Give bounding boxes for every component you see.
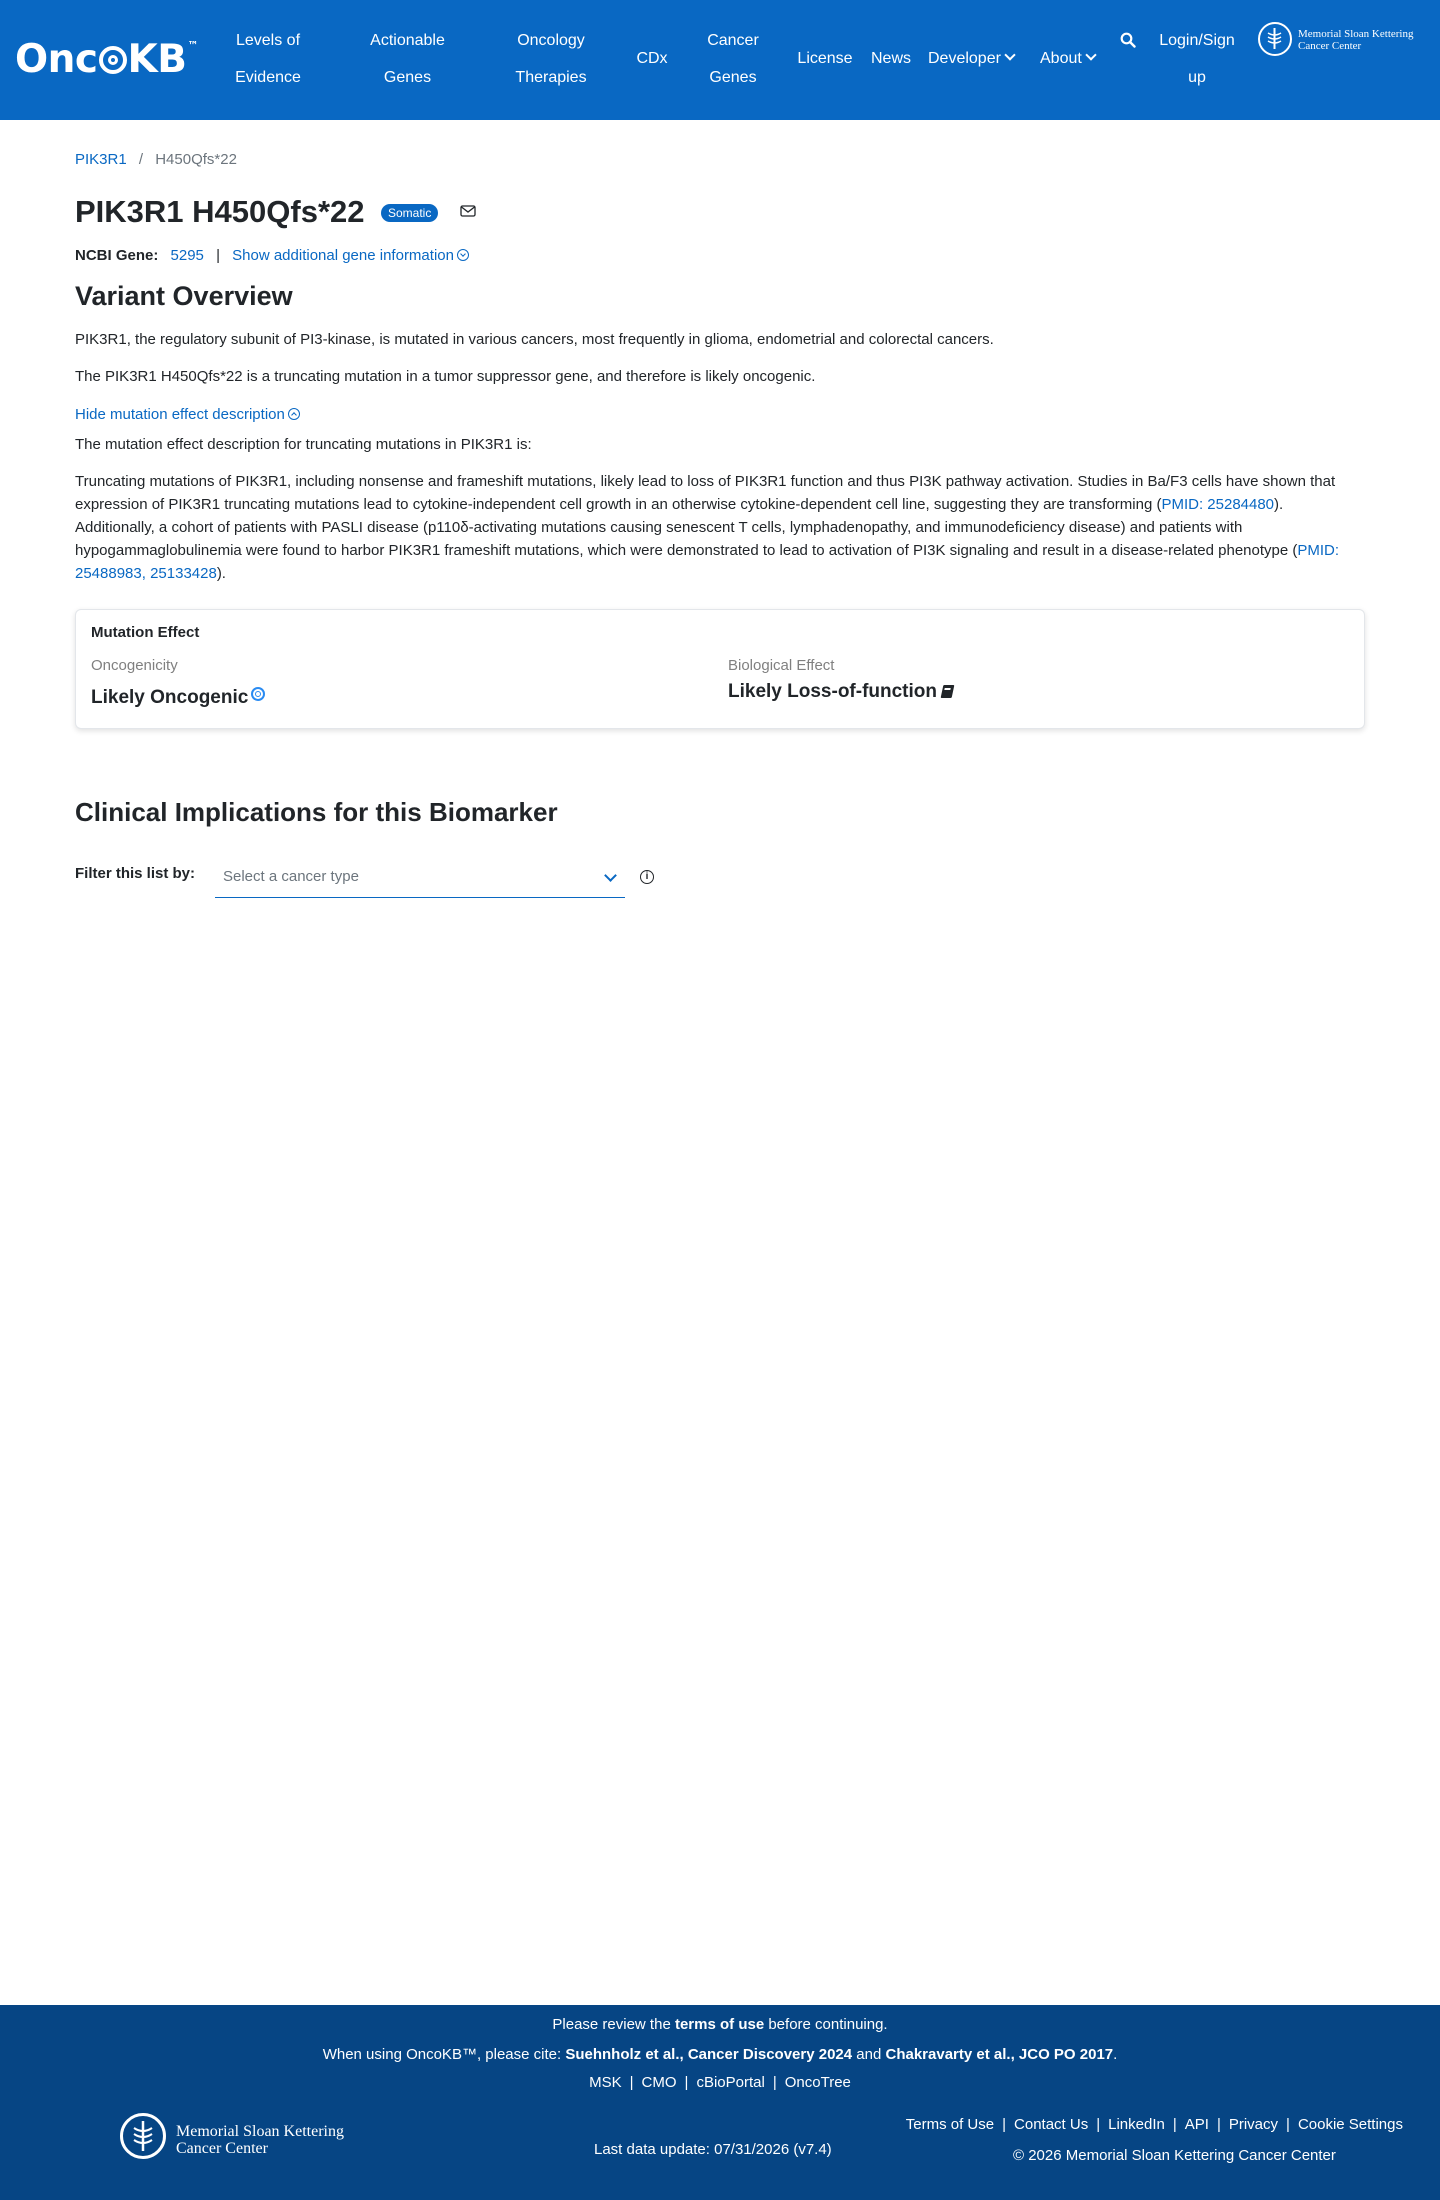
nav-actionable-genes[interactable]: Actionable Genes xyxy=(370,32,445,86)
info-icon[interactable]: i xyxy=(640,870,654,884)
nav-oncology-therapies[interactable]: Oncology Therapies xyxy=(515,32,587,86)
oncogenicity-value: Likely Oncogenic xyxy=(91,687,265,709)
nav-levels-of-evidence[interactable]: Levels of Evidence xyxy=(235,32,301,86)
nav-license[interactable]: License xyxy=(797,50,853,67)
nav-developer[interactable]: Developer xyxy=(928,40,1014,77)
breadcrumb-current: H450Qfs*22 xyxy=(155,151,237,168)
filter-label: Filter this list by: xyxy=(75,865,196,882)
chevron-circle-down-icon xyxy=(457,249,469,261)
msk-emblem-icon xyxy=(1258,22,1292,56)
footer-link-msk[interactable]: MSK xyxy=(589,2074,622,2091)
search-icon[interactable] xyxy=(1120,32,1136,48)
biological-effect-value: Likely Loss-of-function xyxy=(728,681,953,703)
ncbi-gene-label: NCBI Gene: xyxy=(75,247,159,264)
likely-oncogenic-icon xyxy=(251,687,265,701)
footer-link-terms[interactable]: Terms of Use xyxy=(905,2116,995,2133)
footer-link-linkedin[interactable]: LinkedIn xyxy=(1108,2116,1165,2133)
envelope-icon[interactable] xyxy=(460,205,476,217)
variant-overview-heading: Variant Overview xyxy=(75,281,293,311)
top-navbar xyxy=(0,0,1440,120)
nav-about[interactable]: About xyxy=(1040,40,1095,77)
citation-link[interactable]: Chakravarty et al., JCO PO 2017 xyxy=(885,2046,1114,2063)
mutation-effect-intro: The mutation effect description for truncating mutations in PIK3R1 is: xyxy=(75,436,532,453)
msk-logo[interactable]: Memorial Sloan Kettering Cancer Center xyxy=(1258,22,1428,62)
footer-link-cbioportal[interactable]: cBioPortal xyxy=(696,2074,765,2091)
pmid-link[interactable]: PMID: 25488983, 25133428 xyxy=(75,542,1340,582)
cancer-type-select[interactable] xyxy=(215,862,625,898)
mutation-effect-description: Truncating mutations of PIK3R1, including nonsense and frameshift mutations, likely lead to loss of PIK3R1 function and thus PI3K pathway activation. Studies in Ba/F3 cells have shown that expression of PIK3R1 truncating mutations lead to cytokine-independent cell growth in an otherwise cytokine-dependent cell line, suggesting they are transforming (PMID: 25284480). Additionally, a cohort of patients with PASLI disease (p110δ-activating mutations causing senescent T cells, lymphadenopathy, and immunodeficiency disease) and patients with hypogammaglobulinemia were found to harbor PIK3R1 frameshift mutations, which were demonstrated to lead to activation of PI3K signaling and result in a disease-related phenotype (PMID: 25488983, 25133428). xyxy=(75,473,1340,582)
book-icon[interactable] xyxy=(941,685,955,698)
breadcrumb: PIK3R1 / H450Qfs*22 xyxy=(75,151,237,168)
select-placeholder: Select a cancer type xyxy=(223,868,359,885)
citation-link[interactable]: Suehnholz et al., Cancer Discovery 2024 xyxy=(565,2046,853,2063)
variant-summary: The PIK3R1 H450Qfs*22 is a truncating mutation in a tumor suppressor gene, and therefore is likely oncogenic. xyxy=(75,368,816,385)
terms-notice: Please review the terms of use before continuing. xyxy=(552,2016,888,2033)
nav-cdx[interactable]: CDx xyxy=(636,50,668,67)
page-title: PIK3R1 H450Qfs*22 xyxy=(75,194,365,229)
nav-cancer-genes[interactable]: Cancer Genes xyxy=(707,32,759,86)
somatic-badge: Somatic xyxy=(381,204,438,222)
footer xyxy=(0,2005,1440,2200)
show-gene-info-toggle[interactable]: Show additional gene information xyxy=(232,247,469,264)
footer-link-contact[interactable]: Contact Us xyxy=(1014,2116,1089,2133)
ncbi-gene-link[interactable]: 5295 xyxy=(170,247,204,264)
oncokb-logo[interactable]: Onc KB™ xyxy=(15,37,198,82)
oncogenicity-label: Oncogenicity xyxy=(91,657,178,674)
logo-target-icon xyxy=(99,46,127,74)
footer-msk-logo[interactable]: Memorial Sloan Kettering Cancer Center xyxy=(120,2113,370,2165)
footer-link-api[interactable]: API xyxy=(1184,2116,1209,2133)
footer-links: Terms of Use | Contact Us | LinkedIn | API | Privacy | Cookie Settings xyxy=(905,2116,1403,2133)
mutation-effect-card xyxy=(75,609,1365,729)
copyright: © 2026 Memorial Sloan Kettering Cancer Center xyxy=(1013,2147,1336,2164)
card-title: Mutation Effect xyxy=(91,624,200,641)
chevron-down-icon xyxy=(1085,49,1096,60)
partner-links: MSK | CMO | cBioPortal | OncoTree xyxy=(589,2074,851,2091)
footer-link-oncotree[interactable]: OncoTree xyxy=(784,2074,851,2091)
last-data-update: Last data update: 07/31/2026 (v7.4) xyxy=(594,2141,832,2158)
citation-notice: When using OncoKB™, please cite: Suehnholz et al., Cancer Discovery 2024 and Chakravarty et al., JCO PO 2017. xyxy=(322,2046,1118,2063)
clinical-implications-heading: Clinical Implications for this Biomarker xyxy=(75,797,558,827)
chevron-down-icon xyxy=(1004,49,1015,60)
breadcrumb-gene-link[interactable]: PIK3R1 xyxy=(75,151,127,168)
msk-emblem-icon xyxy=(120,2113,166,2159)
terms-of-use-link[interactable]: terms of use xyxy=(674,2016,765,2033)
pmid-link[interactable]: PMID: 25284480 xyxy=(1161,496,1275,513)
ncbi-gene-line: NCBI Gene: 5295 | Show additional gene information xyxy=(75,245,469,267)
footer-link-cookie-settings[interactable]: Cookie Settings xyxy=(1297,2116,1403,2133)
hide-mutation-effect-toggle[interactable]: Hide mutation effect description xyxy=(75,403,300,426)
chevron-circle-up-icon xyxy=(288,408,300,420)
chevron-down-icon xyxy=(604,869,617,882)
footer-link-cmo[interactable]: CMO xyxy=(641,2074,677,2091)
biological-effect-label: Biological Effect xyxy=(728,657,835,674)
gene-summary: PIK3R1, the regulatory subunit of PI3-kinase, is mutated in various cancers, most frequently in glioma, endometrial and colorectal cancers. xyxy=(75,331,994,348)
nav-news[interactable]: News xyxy=(870,50,911,67)
footer-link-privacy[interactable]: Privacy xyxy=(1228,2116,1279,2133)
login-signup-link[interactable]: Login/Sign up xyxy=(1159,32,1235,86)
